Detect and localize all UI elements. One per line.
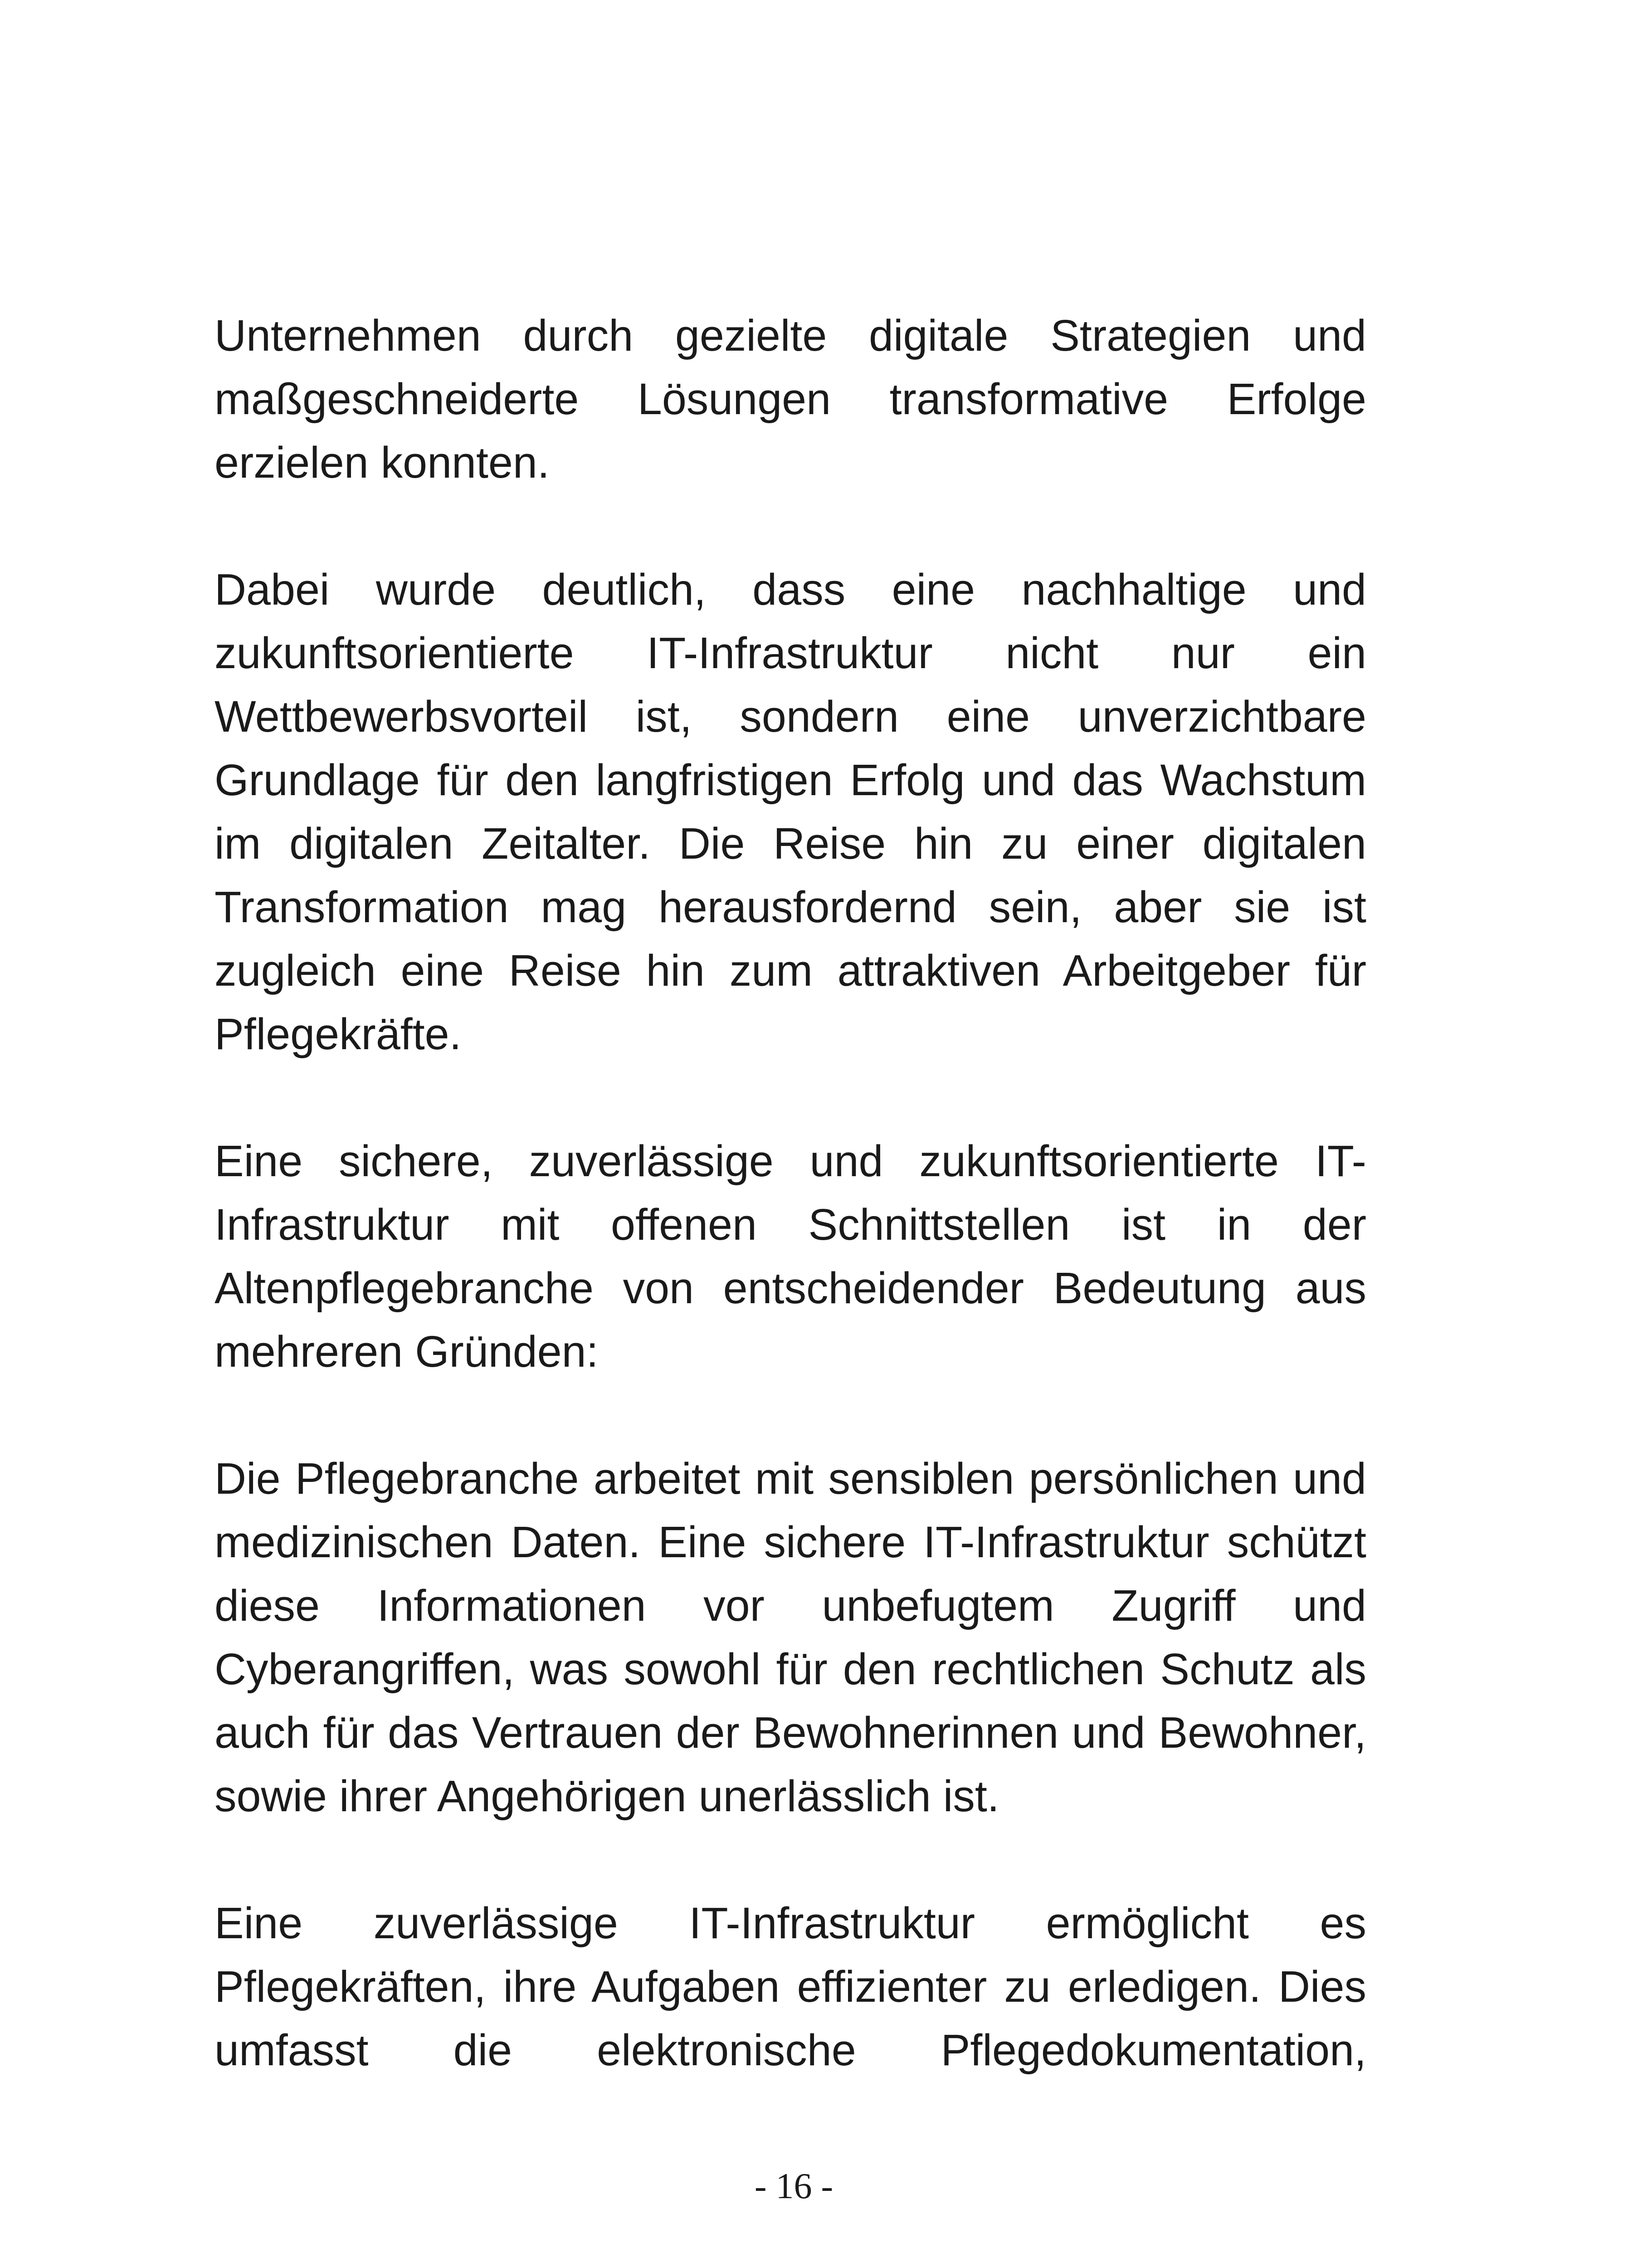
body-text <box>214 304 1366 2082</box>
page-number: - 16 - <box>754 2166 834 2206</box>
paragraph-2: Dabei wurde deutlich, dass eine nachhaltige und zukunftsorientierte IT-Infrastruktur nicht nur ein Wettbewerbsvorteil ist, sondern eine unverzichtbare Grundlage für den langfristigen Erfolg und das Wachstum im digitalen Zeitalter. Die Reise hin zu einer digitalen Transformation mag herausfordernd sein, aber sie ist zugleich eine Reise hin zum attraktiven Arbeitgeber für Pflegekräfte. <box>214 565 1366 1059</box>
paragraph-4: Die Pflegebranche arbeitet mit sensiblen persönlichen und medizinischen Daten. Eine sichere IT-Infrastruktur schützt diese Informationen vor unbefugtem Zugriff und Cyberangriffen, was sowohl für den rechtlichen Schutz als auch für das Vertrauen der Bewohnerinnen und Bewohner, sowie ihrer Angehörigen unerlässlich ist. <box>214 1454 1366 1821</box>
paragraph-1: Unternehmen durch gezielte digitale Strategien und maßgeschneiderte Lösungen transformative Erfolge erzielen konnten. <box>214 311 1366 487</box>
paragraph-3: Eine sichere, zuverlässige und zukunftsorientierte IT-Infrastruktur mit offenen Schnittstellen ist in der Altenpflegebranche von entscheidender Bedeutung aus mehreren Gründen: <box>214 1136 1366 1376</box>
paragraph-5: Eine zuverlässige IT-Infrastruktur ermöglicht es Pflegekräften, ihre Aufgaben effizienter zu erledigen. Dies umfasst die elektronische Pflegedokumentation, <box>214 1898 1366 2075</box>
